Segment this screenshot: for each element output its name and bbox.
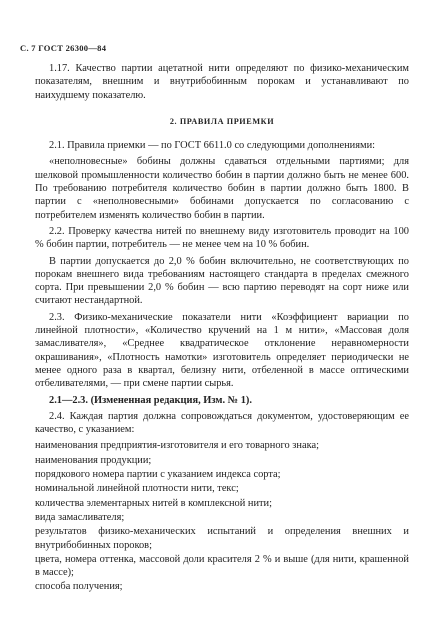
list-item: вида замасливателя; bbox=[35, 511, 125, 523]
list-item: номинальной линейной плотности нити, текс; bbox=[35, 483, 239, 495]
paragraph-2-1: 2.1. Правила приемки — по ГОСТ 6611.0 со следующими дополнениями: bbox=[49, 140, 376, 152]
list-item: количества элементарных нитей в комплексной нити; bbox=[35, 497, 272, 509]
list-item: наименования предприятия-изготовителя и его товарного знака; bbox=[35, 440, 319, 452]
paragraph-2-1-details: «неполновесные» бобины должны сдаваться отдельными партиями; для шелковой промышленности количество бобин в партии должно быть не менее 600. По требованию потребителя количество бобин в партии должно быть 1800. В партии с «неполновесными» бобинами допускается по согласованию с потребителем изменять количество бобин в партии. bbox=[35, 156, 409, 221]
amendment-note: 2.1—2.3. (Измененная редакция, Изм. № 1). bbox=[49, 394, 252, 406]
list-item: цвета, номера оттенка, массовой доли красителя 2 % и выше (для нити, крашенной в массе); bbox=[35, 553, 409, 579]
paragraph-1-17: 1.17. Качество партии ацетатной нити определяют по физико-механическим показателям, внешним и внутрибобинным порокам и устанавливают по наихудшему показателю. bbox=[35, 63, 409, 101]
list-item: результатов физико-механических испытаний и определения внешних и внутрибобинных пороков; bbox=[35, 526, 409, 551]
paragraph-2-2: 2.2. Проверку качества нитей по внешнему виду изготовитель проводит на 100 % бобин партии, потребитель — не менее чем на 10 % бобин. bbox=[35, 225, 409, 251]
document-body bbox=[35, 62, 409, 595]
paragraph-2-4: 2.4. Каждая партия должна сопровождаться документом, удостоверяющим ее качество, с указанием: bbox=[35, 410, 409, 436]
section-title: 2. ПРАВИЛА ПРИЕМКИ bbox=[169, 116, 275, 126]
list-item: порядкового номера партии с указанием индекса сорта; bbox=[35, 469, 281, 481]
page-header: С. 7 ГОСТ 26300—84 bbox=[20, 43, 107, 53]
list-item: наименования продукции; bbox=[35, 454, 152, 466]
list-item: способа получения; bbox=[35, 581, 123, 593]
paragraph-2-3: 2.3. Физико-механические показатели нити «Коэффициент вариации по линейной плотности», «Количество кручений на 1 м нити», «Массовая доля замасливателя», «Среднее квадратическое отклонение неравномерности окрашивания», «Плотность намотки» изготовитель определяет периодически не менее одного раза в квартал, белизну нити, отбеленной в массе оптическими отбеливателями, — при смене партии сырья. bbox=[35, 311, 409, 390]
paragraph-2-2-details: В партии допускается до 2,0 % бобин включительно, не соответствующих по порокам внешнего вида требованиям настоящего стандарта в пределах смежного сорта. При превышении 2,0 % бобин — всю партию переводят на сорт ниже или считают нестандартной. bbox=[35, 255, 409, 307]
